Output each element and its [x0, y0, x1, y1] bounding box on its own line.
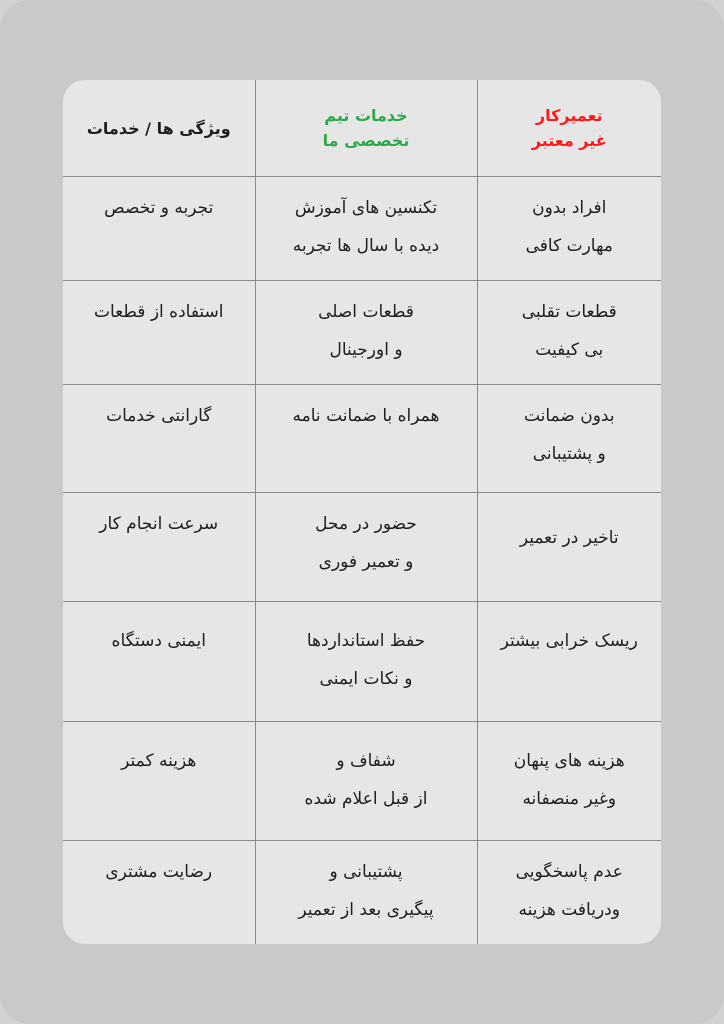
- table-row: [63, 177, 661, 281]
- cell-feature: سرعت انجام کار: [63, 493, 255, 602]
- cell-unreliable: ریسک خرابی بیشتر: [477, 602, 661, 722]
- cell-feature: استفاده از قطعات: [63, 281, 255, 385]
- cell-feature: رضایت مشتری: [105, 862, 213, 882]
- cell-ours: پشتیبانی و پیگیری بعد از تعمیر: [255, 841, 477, 945]
- table-row: [63, 722, 661, 841]
- cell-ours: قطعات اصلی و اورجینال: [255, 281, 477, 385]
- cell-ours: تکنسین های آموزش دیده با سال ها تجربه: [255, 177, 477, 281]
- cell-unreliable: بدون ضمانت و پشتیبانی: [477, 385, 661, 493]
- table-row: [63, 841, 661, 945]
- cell-unreliable: قطعات تقلبی بی کیفیت: [477, 281, 661, 385]
- header-unreliable-repairman: تعمیرکار غیر معتبر: [477, 80, 661, 177]
- cell-feature: تجربه و تخصص: [63, 177, 255, 281]
- cell-unreliable: تاخیر در تعمیر: [477, 493, 661, 602]
- cell-unreliable: هزینه های پنهان وغیر منصفانه: [477, 722, 661, 841]
- table-row: [63, 385, 661, 493]
- table-row: [63, 493, 661, 602]
- cell-ours: حضور در محل و تعمیر فوری: [255, 493, 477, 602]
- comparison-card: [63, 80, 661, 944]
- comparison-table: [63, 80, 661, 944]
- cell-ours: همراه با ضمانت نامه: [255, 385, 477, 493]
- cell-ours: شفاف و از قبل اعلام شده: [255, 722, 477, 841]
- cell-feature: ایمنی دستگاه: [63, 602, 255, 722]
- cell-ours: حفظ استانداردها و نکات ایمنی: [255, 602, 477, 722]
- cell-unreliable: عدم پاسخگویی ودریافت هزینه: [477, 841, 661, 945]
- cell-feature: گارانتی خدمات: [63, 385, 255, 493]
- cell-unreliable: افراد بدون مهارت کافی: [477, 177, 661, 281]
- table-row: [63, 602, 661, 722]
- table-row: [63, 281, 661, 385]
- header-our-team-services: خدمات تیم تخصصی ما: [255, 80, 477, 177]
- cell-feature: هزینه کمتر: [63, 722, 255, 841]
- header-features: ویژگی ها / خدمات: [63, 80, 255, 177]
- table-header-row: [63, 80, 661, 177]
